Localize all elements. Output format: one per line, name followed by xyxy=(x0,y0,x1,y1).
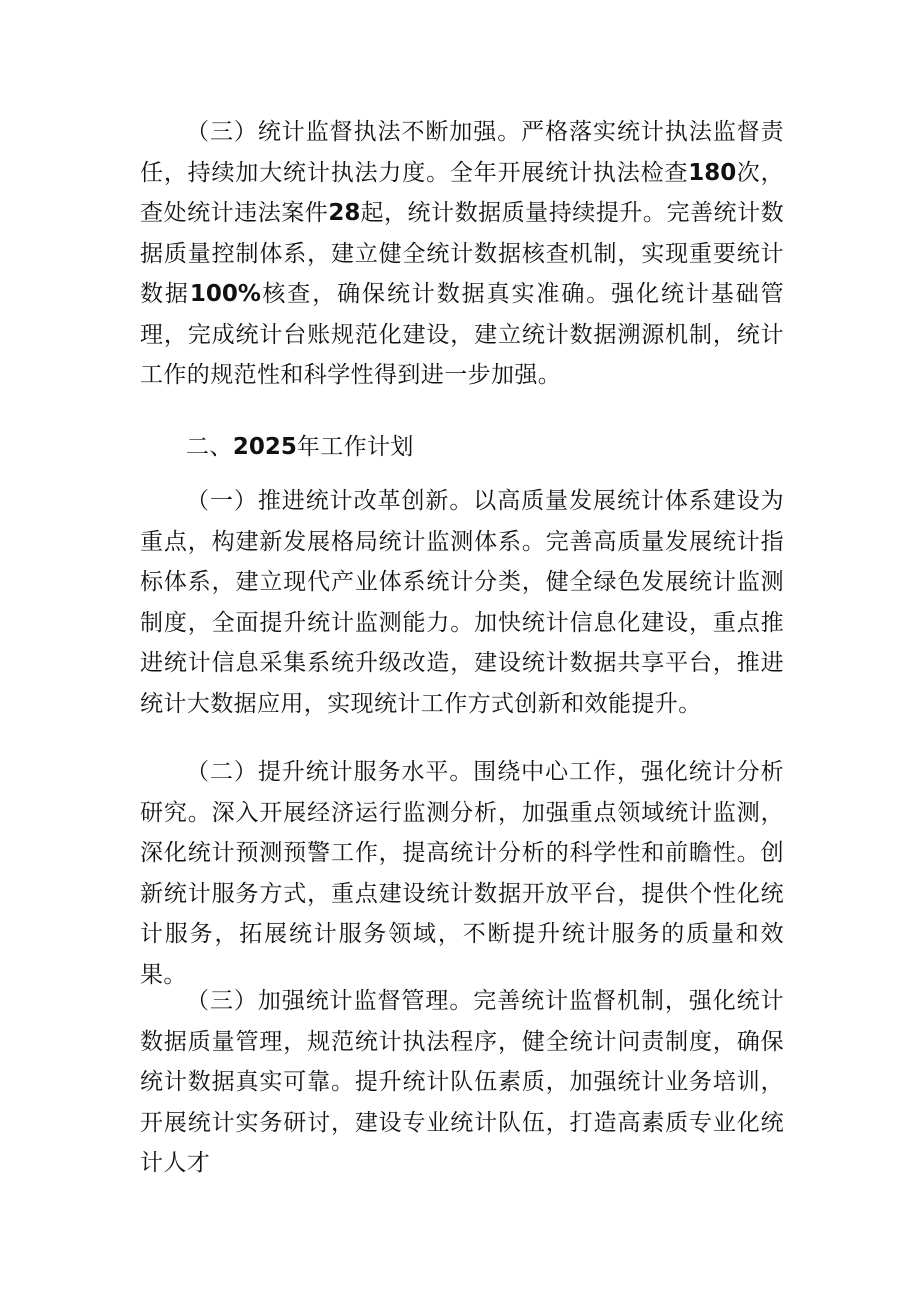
number-text: 2025 xyxy=(232,434,297,460)
paragraph-statistical-supervision-summary: （三）统计监督执法不断加强。严格落实统计执法监督责任，持续加大统计执法力度。全年开展统计执法检查180次，查处统计违法案件28起，统计数据质量持续提升。完善统计数据质量控制体系，建立健全统计数据核查机制，实现重要统计数据100%核查，确保统计数据真实准确。强化统计基础管理，完成统计台账规范化建设，建立统计数据溯源机制，统计工作的规范性和科学性得到进一步加强。 xyxy=(140,119,785,388)
number-text: 180 xyxy=(688,159,737,186)
section-heading-2025-work-plan: 二、2025年工作计划 xyxy=(186,434,414,460)
number-text: 28 xyxy=(328,200,361,226)
number-text: 100% xyxy=(189,281,261,307)
paragraph-statistical-supervision-plan: （三）加强统计监督管理。完善统计监督机制，强化统计数据质量管理，规范统计执法程序，健全统计问责制度，确保统计数据真实可靠。提升统计队伍素质，加强统计业务培训，开展统计实务研讨，建设专业统计队伍，打造高素质专业化统计人才 xyxy=(140,988,784,1176)
paragraph-statistical-reform: （一）推进统计改革创新。以高质量发展统计体系建设为重点，构建新发展格局统计监测体系。完善高质量发展统计指标体系，建立现代产业体系统计分类，健全绿色发展统计监测制度，全面提升统计监测能力。加快统计信息化建设，重点推进统计信息采集系统升级改造，建设统计数据共享平台，推进统计大数据应用，实现统计工作方式创新和效能提升。 xyxy=(140,488,784,717)
paragraph-statistical-service: （二）提升统计服务水平。围绕中心工作，强化统计分析研究。深入开展经济运行监测分析，加强重点领域统计监测，深化统计预测预警工作，提高统计分析的科学性和前瞻性。创新统计服务方式，重点建设统计数据开放平台，提供个性化统计服务，拓展统计服务领域，不断提升统计服务的质量和效果。 xyxy=(140,759,784,988)
